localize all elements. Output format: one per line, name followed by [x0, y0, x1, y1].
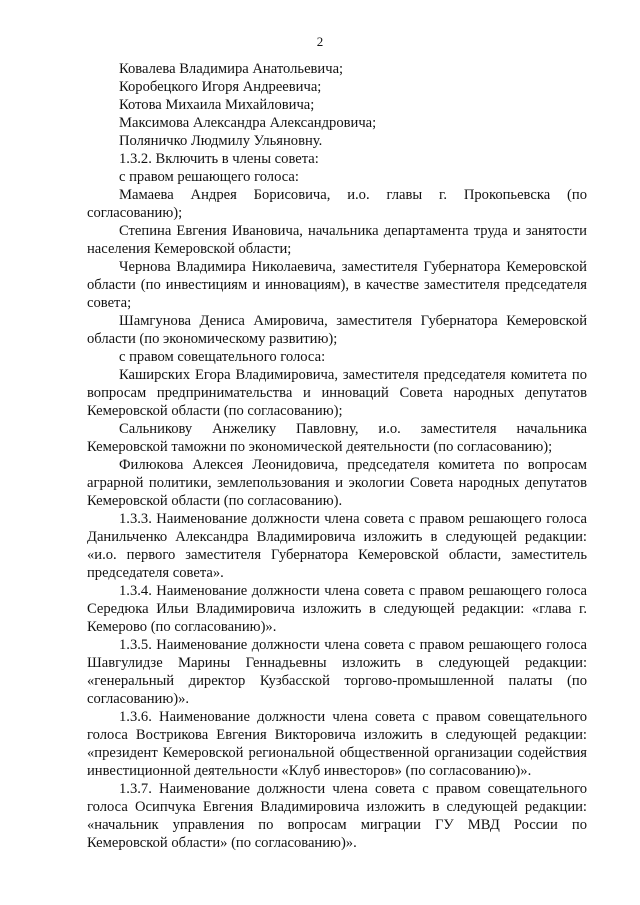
clause-1-3-7: 1.3.7. Наименование должности члена совета с правом совещательного голоса Осипчука Евгения Владимировича изложить в следующей редакции: «начальник управления по вопросам миграции ГУ МВД России по Кемеровской области» (по согласованию)».	[87, 781, 587, 851]
document-body	[87, 60, 587, 852]
advisory-members-heading: с правом совещательного голоса:	[119, 349, 326, 365]
member-paragraph-salnikova: Сальникову Анжелику Павловну, и.о. заместителя начальника Кемеровской таможни по экономической деятельности (по согласованию);	[87, 421, 587, 455]
clause-1-3-4: 1.3.4. Наименование должности члена совета с правом решающего голоса Середюка Ильи Владимировича изложить в следующей редакции: «глава г. Кемерово (по согласованию)».	[87, 583, 587, 635]
member-line-kotov: Котова Михаила Михайловича;	[119, 97, 315, 113]
member-line-kovalev: Ковалева Владимира Анатольевича;	[119, 61, 344, 77]
member-line-maksimov: Максимова Александра Александровича;	[119, 115, 377, 131]
page-number: 2	[316, 34, 324, 49]
member-paragraph-kashirskikh: Каширских Егора Владимировича, заместителя председателя комитета по вопросам предпринимательства и инноваций Совета народных депутатов Кемеровской области (по согласованию);	[87, 367, 587, 419]
clause-1-3-2-heading: 1.3.2. Включить в члены совета:	[119, 151, 319, 167]
member-paragraph-shamgunov: Шамгунова Дениса Амировича, заместителя Губернатора Кемеровской области (по экономическому развитию);	[87, 313, 587, 347]
member-paragraph-filyukov: Филюкова Алексея Леонидовича, председателя комитета по вопросам аграрной политики, землепользования и экологии Совета народных депутатов Кемеровской области (по согласованию).	[87, 457, 587, 509]
member-paragraph-chernov: Чернова Владимира Николаевича, заместителя Губернатора Кемеровской области (по инвестициям и инновациям), в качестве заместителя председателя совета;	[87, 259, 587, 311]
clause-1-3-5: 1.3.5. Наименование должности члена совета с правом решающего голоса Шавгулидзе Марины Геннадьевны изложить в следующей редакции: «генеральный директор Кузбасской торгово-промышленной палаты (по согласованию)».	[87, 637, 587, 707]
clause-1-3-3: 1.3.3. Наименование должности члена совета с правом решающего голоса Данильченко Александра Владимировича изложить в следующей редакции: «и.о. первого заместителя Губернатора Кемеровской области, заместитель председателя совета».	[87, 511, 587, 581]
member-paragraph-stepin: Степина Евгения Ивановича, начальника департамента труда и занятости населения Кемеровской области;	[87, 223, 587, 257]
member-paragraph-mamaev: Мамаева Андрея Борисовича, и.о. главы г. Прокопьевска (по согласованию);	[87, 187, 587, 221]
voting-members-heading: с правом решающего голоса:	[119, 169, 299, 185]
member-line-korobetsky: Коробецкого Игоря Андреевича;	[119, 79, 322, 95]
clause-1-3-6: 1.3.6. Наименование должности члена совета с правом совещательного голоса Вострикова Евгения Викторовича изложить в следующей редакции: «президент Кемеровской региональной общественной организации содействия инвестиционной деятельности «Клуб инвесторов» (по согласованию)».	[87, 709, 587, 779]
member-line-polyanichko: Поляничко Людмилу Ульяновну.	[119, 133, 323, 149]
